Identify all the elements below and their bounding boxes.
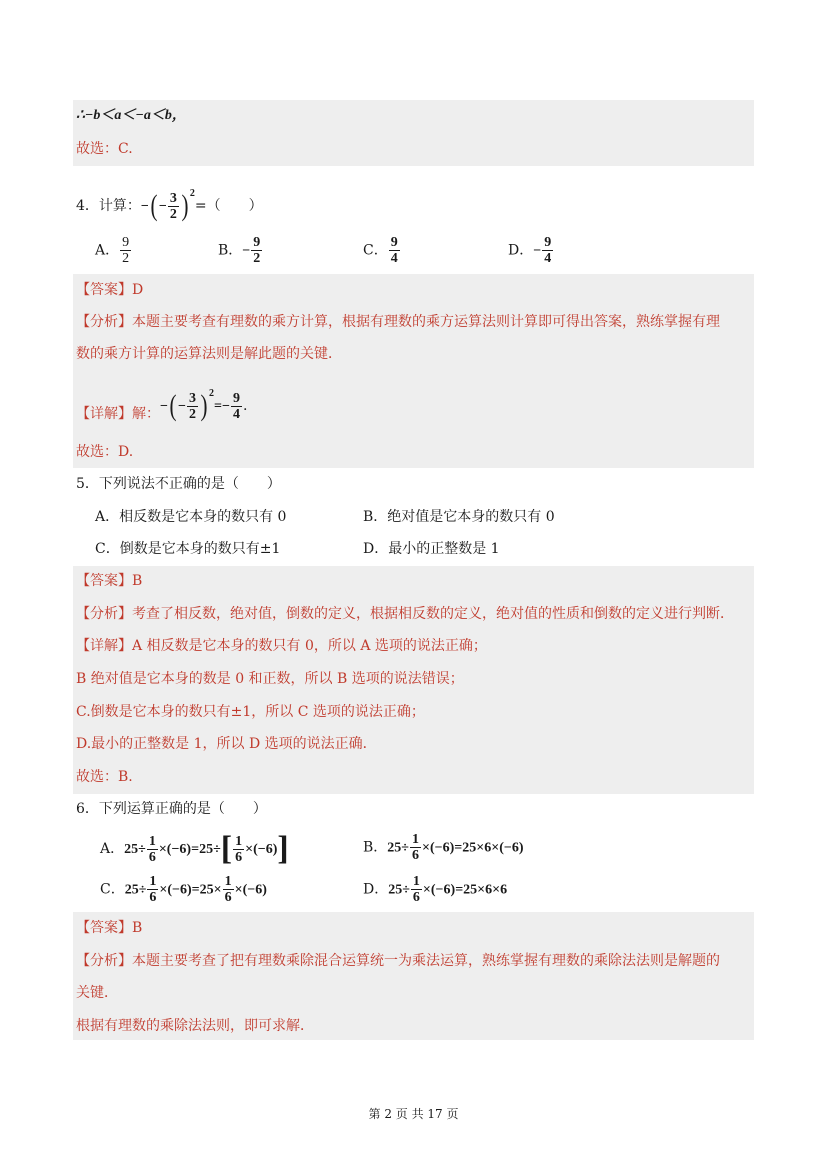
- answer-q4: 【答案】D: [76, 282, 144, 298]
- q6-option-b: B．25÷ $\frac{1}{6}$ ×(−6)=25×6×(−6): [363, 832, 524, 863]
- option-a: A． $\frac{9}{2}$: [95, 235, 130, 266]
- detail-q4: 【详解】解：−( − $\frac{3}{2}$ ) $^2$=− $\frac{9}{4}$ .: [76, 388, 248, 422]
- question-4: [76, 184, 263, 222]
- detail-q5-4: D.最小的正整数是 1，所以 D 选项的说法正确．: [76, 736, 377, 752]
- choose-q5: 故选：B.: [76, 769, 133, 785]
- choose-line-q3: 故选：C.: [76, 141, 133, 157]
- analysis-q5: 【分析】考查了相反数，绝对值，倒数的定义，根据相反数的定义，绝对值的性质和倒数的定义进行判断．: [76, 606, 734, 622]
- option-b: B．− $\frac{9}{2}$: [218, 235, 261, 266]
- choose-q4: 故选：D.: [76, 444, 134, 460]
- option-c: C． $\frac{9}{4}$: [363, 235, 398, 266]
- analysis-q6-3: 根据有理数的乘除法法则，即可求解．: [76, 1018, 314, 1034]
- minus-sign: −: [140, 199, 149, 214]
- answer-q5: 【答案】B: [76, 573, 143, 589]
- option-d: D．− $\frac{9}{4}$: [508, 235, 552, 266]
- question-label: 计算：: [98, 198, 141, 214]
- question-tail: =（ ）: [194, 198, 263, 214]
- fraction: $\frac{3}{2}$: [169, 190, 177, 222]
- q5-option-c: C．倒数是它本身的数只有±1: [95, 541, 281, 557]
- exponent: 2: [189, 188, 195, 199]
- analysis-q6-1: 【分析】本题主要考查了把有理数乘除混合运算统一为乘法运算，熟练掌握有理数的乘除法法则是解题的: [76, 953, 720, 969]
- detail-q5-3: C.倒数是它本身的数只有±1，所以 C 选项的说法正确；: [76, 704, 425, 720]
- paren-open: (: [150, 189, 158, 222]
- paren-close: ): [181, 189, 189, 222]
- analysis-q4-2: 数的乘方计算的运算法则是解此题的关键．: [76, 346, 342, 362]
- detail-q5-1: 【详解】A 相反数是它本身的数只有 0，所以 A 选项的说法正确；: [76, 638, 487, 654]
- answer-box-q4: [73, 274, 754, 468]
- question-6-title: 6．下列运算正确的是（ ）: [76, 801, 267, 817]
- answer-q6: 【答案】B: [76, 920, 143, 936]
- question-number: 4．: [76, 198, 99, 214]
- detail-q5-2: B 绝对值是它本身的数是 0 和正数，所以 B 选项的说法错误；: [76, 671, 464, 687]
- q6-option-a: A．25÷ $\frac{1}{6}$ ×(−6)=25÷[ $\frac{1}{6}$ ×(−6)]: [100, 830, 289, 867]
- q6-option-d: D．25÷ $\frac{1}{6}$ ×(−6)=25×6×6: [363, 874, 508, 905]
- analysis-q4-1: 【分析】本题主要考查有理数的乘方计算，根据有理数的乘方运算法则计算即可得出答案，熟练掌握有理: [76, 314, 720, 330]
- q5-option-a: A．相反数是它本身的数只有 0: [95, 509, 287, 525]
- analysis-q6-2: 关键．: [76, 985, 118, 1001]
- q6-option-c: C．25÷ $\frac{1}{6}$ ×(−6)=25× $\frac{1}{6}$ ×(−6): [100, 874, 267, 905]
- question-5-title: 5．下列说法不正确的是（ ）: [76, 476, 281, 492]
- inequality-line: ∴−b＜a＜−a＜b，: [76, 108, 186, 123]
- q5-option-b: B．绝对值是它本身的数只有 0: [363, 509, 555, 525]
- q5-option-d: D．最小的正整数是 1: [363, 541, 500, 557]
- inner-minus: −: [158, 199, 167, 214]
- page-footer: 第 2 页 共 17 页: [368, 1107, 459, 1121]
